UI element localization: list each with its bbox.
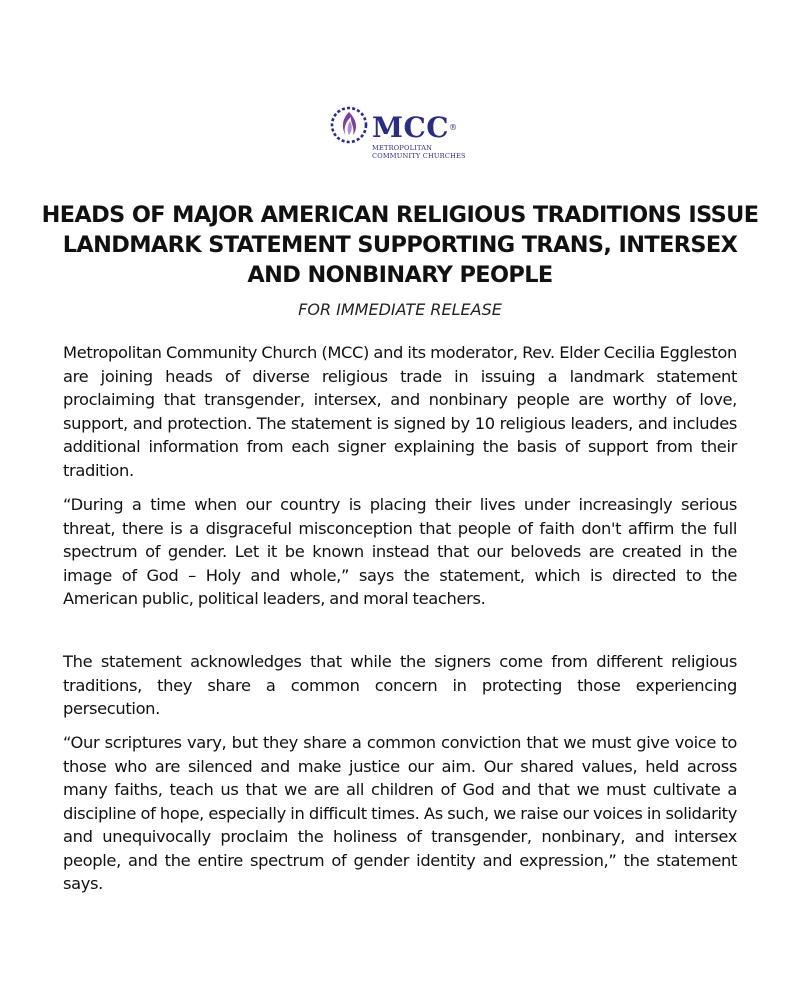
release-note: FOR IMMEDIATE RELEASE [298,300,502,319]
body-paragraph-2: “During a time when our country is placing their lives under increasingly serious threat, there is a disgraceful misconception that people of faith don't affirm the full spectrum of gender. Let it be known instead that our beloveds are created in the image of God – Holy and whole,” says the statement, which is directed to the American public, political leaders, and moral teachers. [63,495,737,608]
registered-mark: ® [449,123,458,132]
logo-wordmark [372,111,458,144]
body-paragraph-4: “Our scriptures vary, but they share a common conviction that we must give voice to those who are silenced and make justice our aim. Our shared values, held across many faiths, teach us that we are all children of God and that we must cultivate a discipline of hope, especially in difficult times. As such, we raise our voices in solidarity and unequivocally proclaim the holiness of transgender, nonbinary, and intersex people, and the entire spectrum of gender identity and expression,” the statement says. [63,733,737,893]
logo-subtitle-line1: METROPOLITAN [372,144,433,152]
logo-name: MCC [372,111,450,144]
logo-subtitle-line2: COMMUNITY CHURCHES [372,152,466,160]
mcc-logo [330,104,480,162]
flame-logo-icon [330,106,368,144]
body-paragraph-3: The statement acknowledges that while the signers come from different religious traditions, they share a common concern in protecting those experiencing persecution. [63,652,737,718]
headline: HEADS OF MAJOR AMERICAN RELIGIOUS TRADITIONS ISSUE LANDMARK STATEMENT SUPPORTING TRANS, INTERSEX AND NONBINARY PEOPLE [41,202,759,288]
body-paragraph-1: Metropolitan Community Church (MCC) and its moderator, Rev. Elder Cecilia Eggleston are joining heads of diverse religious trade in issuing a landmark statement proclaiming that transgender, intersex, and nonbinary people are worthy of love, support, and protection. The statement is signed by 10 religious leaders, and includes additional information from each signer explaining the basis of support from their tradition. [63,343,737,480]
